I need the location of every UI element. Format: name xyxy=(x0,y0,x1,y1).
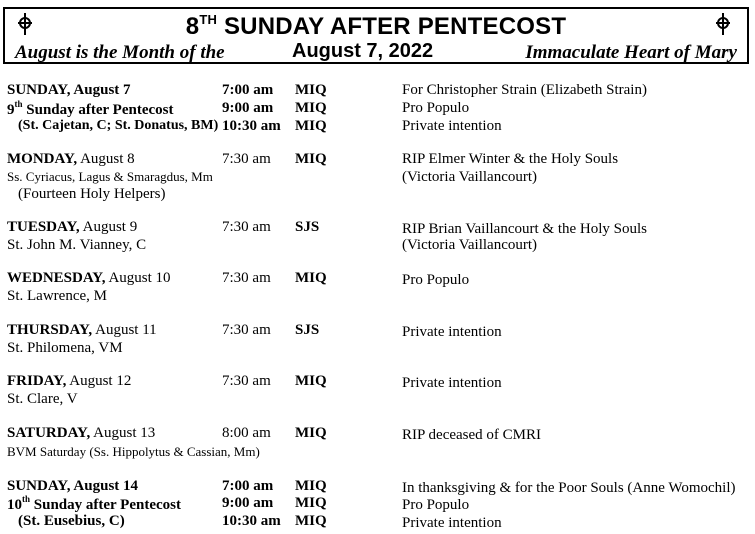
priest-code: SJS xyxy=(295,322,320,338)
month-dedication-left: August is the Month of the xyxy=(15,42,225,63)
bulletin-header xyxy=(3,7,749,64)
feast-name: BVM Saturday (Ss. Hippolytus & Cassian, Mm) xyxy=(7,444,260,459)
day-label: WEDNESDAY, August 10 xyxy=(7,270,171,286)
mass-time: 7:30 am xyxy=(222,373,271,389)
mass-time: 7:00 am xyxy=(222,82,274,98)
priest-code: MIQ xyxy=(295,373,327,389)
mass-intention: RIP deceased of CMRI xyxy=(402,427,541,443)
mass-time: 9:00 am xyxy=(222,100,274,116)
mass-intention: In thanksgiving & for the Poor Souls (Anne Womochil) xyxy=(402,480,736,496)
day-label: SATURDAY, August 13 xyxy=(7,425,156,441)
mass-intention: Private intention xyxy=(402,118,502,134)
bulletin-date: August 7, 2022 xyxy=(292,40,434,62)
day-label: MONDAY, August 8 xyxy=(7,151,135,167)
feast-name: St. John M. Vianney, C xyxy=(7,237,147,253)
mass-intention: Pro Populo xyxy=(402,497,470,513)
mass-intention: Private intention xyxy=(402,375,502,391)
page-title: 8TH SUNDAY AFTER PENTECOST xyxy=(185,12,567,40)
feast-name: Ss. Cyriacus, Lagus & Smaragdus, Mm xyxy=(7,169,213,184)
mass-time: 7:30 am xyxy=(222,322,271,338)
mass-intention: Pro Populo xyxy=(402,100,470,116)
priest-code: MIQ xyxy=(295,100,327,116)
mass-time: 10:30 am xyxy=(222,118,281,134)
mass-intention: (Victoria Vaillancourt) xyxy=(402,169,538,185)
saints-commemoration: (St. Eusebius, C) xyxy=(18,513,125,529)
priest-code: MIQ xyxy=(295,513,327,529)
mass-time: 7:30 am xyxy=(222,151,271,167)
day-label: SUNDAY, August 7 xyxy=(7,82,131,98)
priest-code: MIQ xyxy=(295,270,327,286)
priest-code: MIQ xyxy=(295,478,327,494)
priest-code: MIQ xyxy=(295,118,327,134)
mass-intention: (Victoria Vaillancourt) xyxy=(402,237,538,253)
day-label: THURSDAY, August 11 xyxy=(7,322,157,338)
priest-code: SJS xyxy=(295,219,320,235)
saints-commemoration: (St. Cajetan, C; St. Donatus, BM) xyxy=(18,118,219,133)
feast-note: (Fourteen Holy Helpers) xyxy=(18,186,166,202)
mass-time: 7:30 am xyxy=(222,270,271,286)
month-dedication-right: Immaculate Heart of Mary xyxy=(525,42,737,63)
mass-time: 9:00 am xyxy=(222,495,274,511)
mass-intention: RIP Elmer Winter & the Holy Souls xyxy=(402,151,619,167)
feast-name: 9th Sunday after Pentecost xyxy=(7,99,174,118)
mass-time: 7:30 am xyxy=(222,219,271,235)
day-label: SUNDAY, August 14 xyxy=(7,478,139,494)
mass-intention: RIP Brian Vaillancourt & the Holy Souls xyxy=(402,221,647,237)
feast-name: 10th Sunday after Pentecost xyxy=(7,494,181,513)
day-label: FRIDAY, August 12 xyxy=(7,373,132,389)
mass-intention: For Christopher Strain (Elizabeth Strain) xyxy=(402,82,647,98)
priest-code: MIQ xyxy=(295,82,327,98)
priest-code: MIQ xyxy=(295,495,327,511)
mass-intention: Private intention xyxy=(402,324,502,340)
mass-intention: Private intention xyxy=(402,515,502,531)
feast-name: St. Lawrence, M xyxy=(7,288,107,304)
feast-name: St. Clare, V xyxy=(7,391,78,407)
mass-intention: Pro Populo xyxy=(402,272,470,288)
mass-time: 8:00 am xyxy=(222,425,271,441)
mass-time: 10:30 am xyxy=(222,513,281,529)
priest-code: MIQ xyxy=(295,151,327,167)
cross-icon xyxy=(715,13,731,35)
mass-time: 7:00 am xyxy=(222,478,274,494)
priest-code: MIQ xyxy=(295,425,327,441)
feast-name: St. Philomena, VM xyxy=(7,340,123,356)
day-label: TUESDAY, August 9 xyxy=(7,219,138,235)
